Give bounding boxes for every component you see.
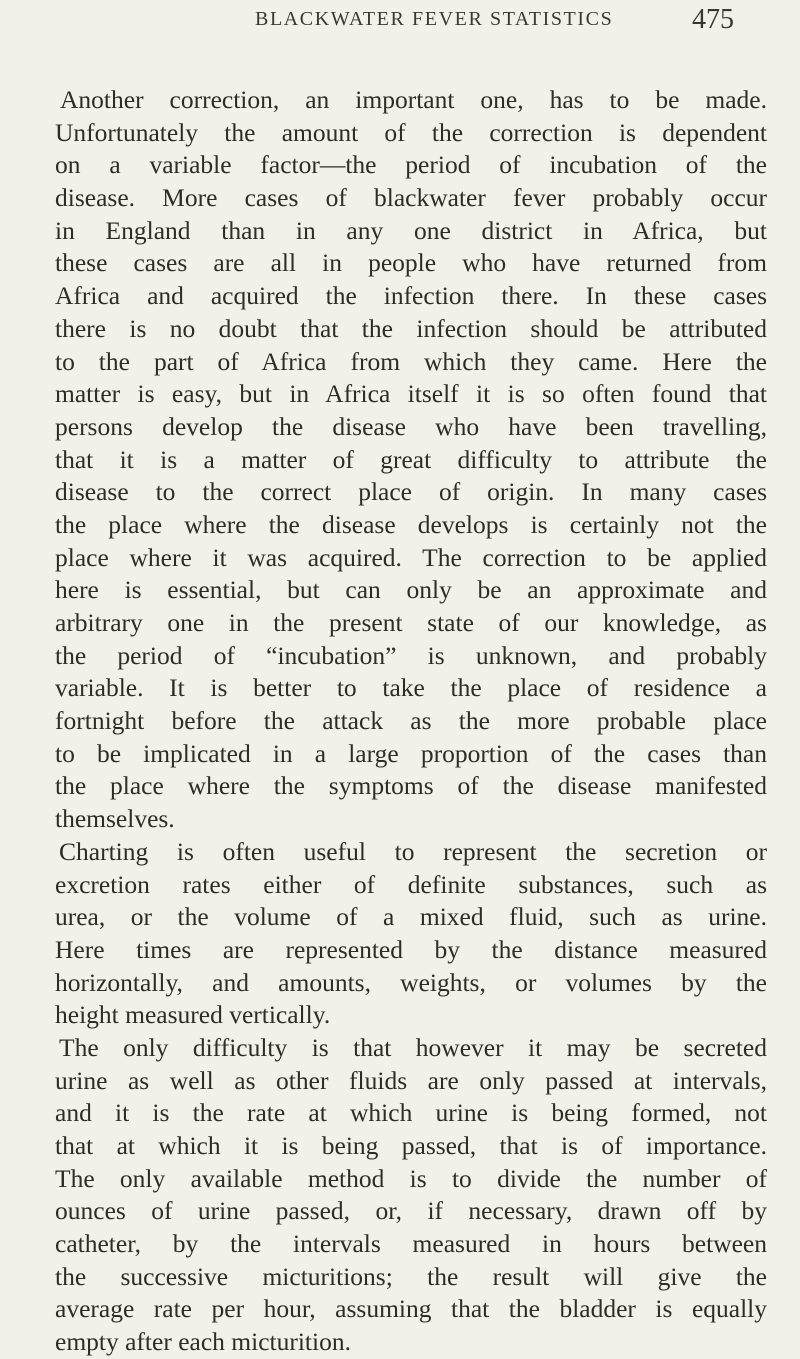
text-line: that it is a matter of great difficulty to attribute the — [55, 444, 767, 474]
text-line: height measured vertically. — [55, 1000, 331, 1030]
text-line: excretion rates either of definite substances, such as — [55, 869, 767, 899]
page-number: 475 — [692, 4, 734, 35]
text-line: the place where the symptoms of the disease manifested — [55, 771, 767, 801]
running-title: BLACKWATER FEVER STATISTICS — [255, 8, 614, 30]
text-line: there is no doubt that the infection should be attributed — [55, 313, 767, 343]
text-line: Here times are represented by the distance measured — [55, 934, 767, 964]
text-line: urea, or the volume of a mixed fluid, such as urine. — [55, 902, 767, 932]
text-line: to the part of Africa from which they came. Here the — [55, 346, 767, 376]
text-line: the place where the disease develops is certainly not the — [55, 509, 767, 539]
text-line: urine as well as other fluids are only passed at intervals, — [55, 1065, 767, 1095]
text-line: the period of “incubation” is unknown, and probably — [55, 640, 767, 670]
text-line: Africa and acquired the infection there. In these cases — [55, 281, 767, 311]
running-head — [0, 4, 800, 40]
text-line: empty after each micturition. — [55, 1327, 351, 1357]
text-line: arbitrary one in the present state of our knowledge, as — [55, 608, 767, 637]
text-line: and it is the rate at which urine is being formed, not — [55, 1098, 767, 1128]
text-line: the successive micturitions; the result will give the — [55, 1261, 767, 1291]
text-line: persons develop the disease who have been travelling, — [55, 411, 767, 441]
text-line: horizontally, and amounts, weights, or volumes by the — [55, 967, 767, 997]
text-line: matter is easy, but in Africa itself it is so often found that — [55, 379, 767, 409]
text-line: The only available method is to divide the number of — [55, 1163, 767, 1193]
text-line: Another correction, an important one, has to be made. — [60, 85, 767, 114]
text-line: ounces of urine passed, or, if necessary, drawn off by — [55, 1196, 767, 1226]
text-line: average rate per hour, assuming that the bladder is equally — [55, 1294, 767, 1324]
text-line: place where it was acquired. The correction to be applied — [55, 542, 767, 572]
text-line: The only difficulty is that however it may be secreted — [59, 1032, 767, 1062]
text-line: to be implicated in a large proportion of the cases than — [55, 738, 767, 768]
text-line: on a variable factor—the period of incubation of the — [55, 150, 767, 180]
text-line: Unfortunately the amount of the correction is dependent — [55, 117, 767, 147]
text-line: these cases are all in people who have returned from — [55, 248, 767, 278]
text-line: fortnight before the attack as the more probable place — [55, 706, 767, 736]
text-line: here is essential, but can only be an approximate and — [55, 575, 767, 605]
text-line: themselves. — [55, 804, 175, 834]
text-line: disease. More cases of blackwater fever probably occur — [55, 183, 767, 213]
body-text — [55, 84, 767, 1359]
text-line: that at which it is being passed, that is of importance. — [55, 1131, 767, 1160]
text-line: Charting is often useful to represent the secretion or — [59, 836, 767, 866]
text-line: catheter, by the intervals measured in hours between — [55, 1229, 767, 1259]
text-line: variable. It is better to take the place of residence a — [55, 673, 767, 703]
text-line: disease to the correct place of origin. In many cases — [55, 477, 767, 507]
text-line: in England than in any one district in Africa, but — [55, 215, 767, 245]
